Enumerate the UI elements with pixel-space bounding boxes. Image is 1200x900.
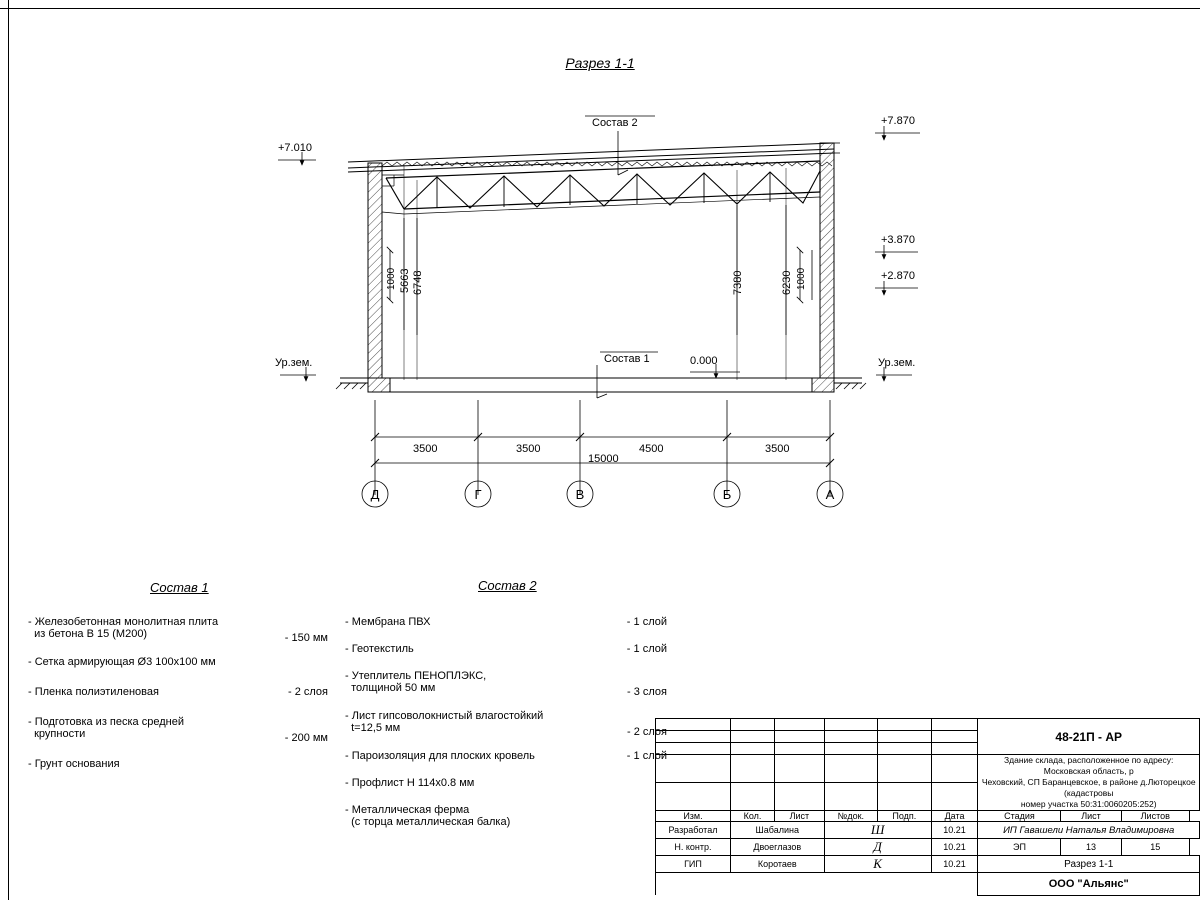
- composition-1-title: Состав 1: [150, 580, 209, 595]
- composition-2-label-5: - Профлист Н 114х0.8 мм: [345, 777, 475, 789]
- row-name-0: Шабалина: [730, 822, 824, 839]
- composition-2-list: [345, 616, 665, 841]
- callout-sostav-1-label: Состав 1: [604, 353, 650, 365]
- stage-value-listov: 15: [1121, 839, 1189, 856]
- span-dim-1: 3500: [516, 443, 541, 455]
- axis-label-1: Г: [474, 487, 482, 502]
- stage-header-listov: Листов: [1121, 811, 1189, 822]
- object-description: Здание склада, расположенное по адресу: Московская область, р Чеховский, СП Баранцевское, в районе д.Люторецкое (кадастровы номер участка 50:31:0060205:252): [981, 755, 1196, 810]
- composition-2-label-4: - Пароизоляция для плоских кровель: [345, 750, 535, 762]
- row-signature-2: К: [824, 856, 931, 873]
- composition-1-label-1: - Сетка армирующая Ø3 100х100 мм: [28, 656, 216, 668]
- composition-2-label-0: - Мембрана ПВХ: [345, 616, 431, 628]
- span-dim-2: 4500: [639, 443, 664, 455]
- composition-2-label-3: - Лист гипсоволокнистый влагостойкий t=12,5 мм: [345, 710, 544, 734]
- stage-header-list: Лист: [1061, 811, 1121, 822]
- col-kol: Кол.: [730, 811, 774, 822]
- level-2870-label: +2.870: [881, 270, 915, 282]
- list-item: [345, 777, 665, 791]
- title-block: [655, 718, 1200, 890]
- level-7010-label: +7.010: [278, 142, 312, 154]
- project-code: 48-21П - АР: [978, 719, 1200, 755]
- col-izm: Изм.: [656, 811, 731, 822]
- page-title: Разрез 1-1: [565, 55, 635, 71]
- row-date-2: 10.21: [931, 856, 978, 873]
- composition-1-value-2: - 2 слоя: [287, 686, 328, 698]
- composition-2-title: Состав 2: [478, 578, 537, 593]
- composition-1-label-3: - Подготовка из песка средней крупности: [28, 716, 184, 740]
- company-name: ООО "Альянс": [978, 873, 1200, 896]
- drawing-name: Разрез 1-1: [978, 856, 1200, 873]
- composition-2-label-6: - Металлическая ферма (с торца металлическая балка): [345, 804, 511, 828]
- axis-label-2: В: [575, 487, 585, 502]
- stage-value-stadiya: ЭП: [978, 839, 1061, 856]
- composition-2-label-2: - Утеплитель ПЕНОПЛЭКС, толщиной 50 мм: [345, 670, 487, 694]
- col-podp: Подп.: [878, 811, 932, 822]
- composition-1-value-0: - 150 мм: [284, 632, 328, 644]
- total-dim: 15000: [588, 453, 619, 465]
- composition-1-label-4: - Грунт основания: [28, 758, 120, 770]
- row-role-2: ГИП: [656, 856, 731, 873]
- level-3870-label: +3.870: [881, 234, 915, 246]
- list-item: [345, 804, 665, 828]
- col-list: Лист: [775, 811, 825, 822]
- composition-1-label-2: - Пленка полиэтиленовая: [28, 686, 159, 698]
- row-name-1: Двоеглазов: [730, 839, 824, 856]
- stage-value-list: 13: [1061, 839, 1121, 856]
- composition-2-value-0: - 1 слой: [626, 616, 667, 628]
- dim-1000-right-label: 1000: [796, 267, 807, 290]
- composition-2-label-1: - Геотекстиль: [345, 643, 414, 655]
- customer-name: ИП Гавашели Наталья Владимировна: [978, 822, 1200, 839]
- composition-2-value-4: - 1 слой: [626, 750, 667, 762]
- axis-label-0: Д: [370, 487, 380, 502]
- list-item: [28, 686, 328, 700]
- dim-1000-left-label: 1000: [386, 267, 397, 290]
- stage-header-stadiya: Стадия: [978, 811, 1061, 822]
- composition-2-value-2: - 3 слоя: [626, 686, 667, 698]
- ground-left-label: Ур.зем.: [275, 357, 313, 369]
- span-dim-0: 3500: [413, 443, 438, 455]
- callout-sostav-2-label: Состав 2: [592, 117, 638, 129]
- list-item: [345, 616, 665, 630]
- level-0000-label: 0.000: [690, 355, 718, 367]
- dim-6748-label: 6748: [412, 270, 424, 295]
- list-item: [28, 616, 328, 644]
- axis-label-4: А: [825, 487, 835, 502]
- dim-7380-label: 7380: [732, 270, 744, 295]
- list-item: [345, 710, 667, 738]
- ground-right-label: Ур.зем.: [878, 357, 916, 369]
- list-item: [345, 750, 665, 764]
- list-item: [28, 758, 328, 772]
- row-name-2: Коротаев: [730, 856, 824, 873]
- row-signature-1: Д: [824, 839, 931, 856]
- row-role-0: Разработал: [656, 822, 731, 839]
- composition-1-label-0: - Железобетонная монолитная плита из бетона В 15 (М200): [28, 616, 219, 640]
- col-data: Дата: [931, 811, 978, 822]
- list-item: [28, 656, 328, 670]
- col-ndok: №док.: [824, 811, 878, 822]
- dim-6230-label: 6230: [781, 270, 793, 295]
- axis-label-3: Б: [722, 487, 732, 502]
- composition-2-value-1: - 1 слой: [626, 643, 667, 655]
- row-role-1: Н. контр.: [656, 839, 731, 856]
- list-item: [345, 643, 665, 657]
- row-signature-0: Ш: [824, 822, 931, 839]
- composition-2-value-3: - 2 слоя: [626, 726, 667, 738]
- list-item: [345, 670, 667, 698]
- composition-1-list: [28, 616, 328, 785]
- dim-5663-label: 5663: [399, 268, 411, 293]
- list-item: [28, 716, 328, 744]
- composition-1-value-3: - 200 мм: [284, 732, 328, 744]
- row-date-1: 10.21: [931, 839, 978, 856]
- level-7870-label: +7.870: [881, 115, 915, 127]
- span-dim-3: 3500: [765, 443, 790, 455]
- row-date-0: 10.21: [931, 822, 978, 839]
